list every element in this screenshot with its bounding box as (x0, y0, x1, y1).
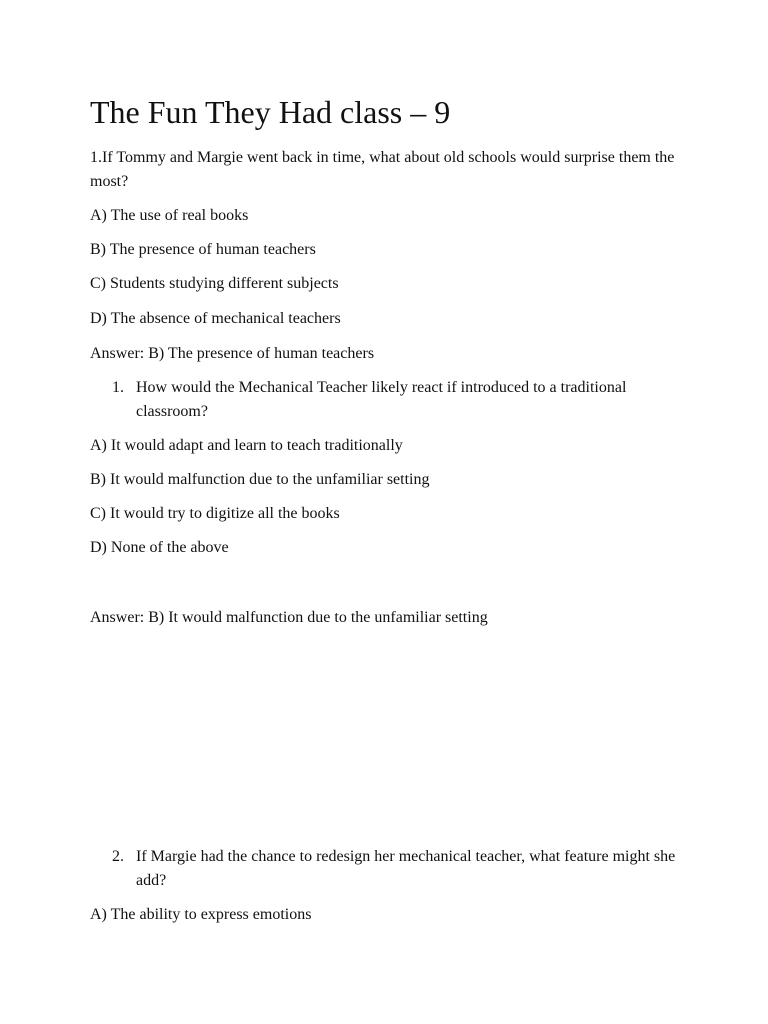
question-1-option-d: D) The absence of mechanical teachers (90, 310, 341, 327)
question-1-option-c: C) Students studying different subjects (90, 275, 339, 292)
question-2-option-c: C) It would try to digitize all the books (90, 505, 340, 522)
question-2-text: How would the Mechanical Teacher likely react if introduced to a traditional classroom? (136, 379, 627, 420)
question-1-option-b: B) The presence of human teachers (90, 241, 316, 258)
question-2-option-b: B) It would malfunction due to the unfamiliar setting (90, 471, 430, 488)
question-2-number: 1. (112, 379, 124, 396)
question-3-text: If Margie had the chance to redesign her mechanical teacher, what feature might she add? (136, 848, 676, 889)
page-title: The Fun They Had class – 9 (90, 94, 451, 130)
question-2-option-d: D) None of the above (90, 539, 229, 556)
question-1-answer: Answer: B) The presence of human teachers (90, 345, 375, 362)
question-3-list-item (112, 845, 692, 893)
question-1-option-a: A) The use of real books (90, 207, 249, 224)
question-2-option-a: A) It would adapt and learn to teach traditionally (90, 437, 403, 454)
question-2-list-item (112, 376, 692, 424)
question-1-text: 1.If Tommy and Margie went back in time, what about old schools would surprise them the most? (90, 149, 675, 190)
question-3-option-a: A) The ability to express emotions (90, 906, 312, 923)
question-3-number: 2. (112, 848, 124, 865)
question-2-answer: Answer: B) It would malfunction due to the unfamiliar setting (90, 609, 488, 626)
